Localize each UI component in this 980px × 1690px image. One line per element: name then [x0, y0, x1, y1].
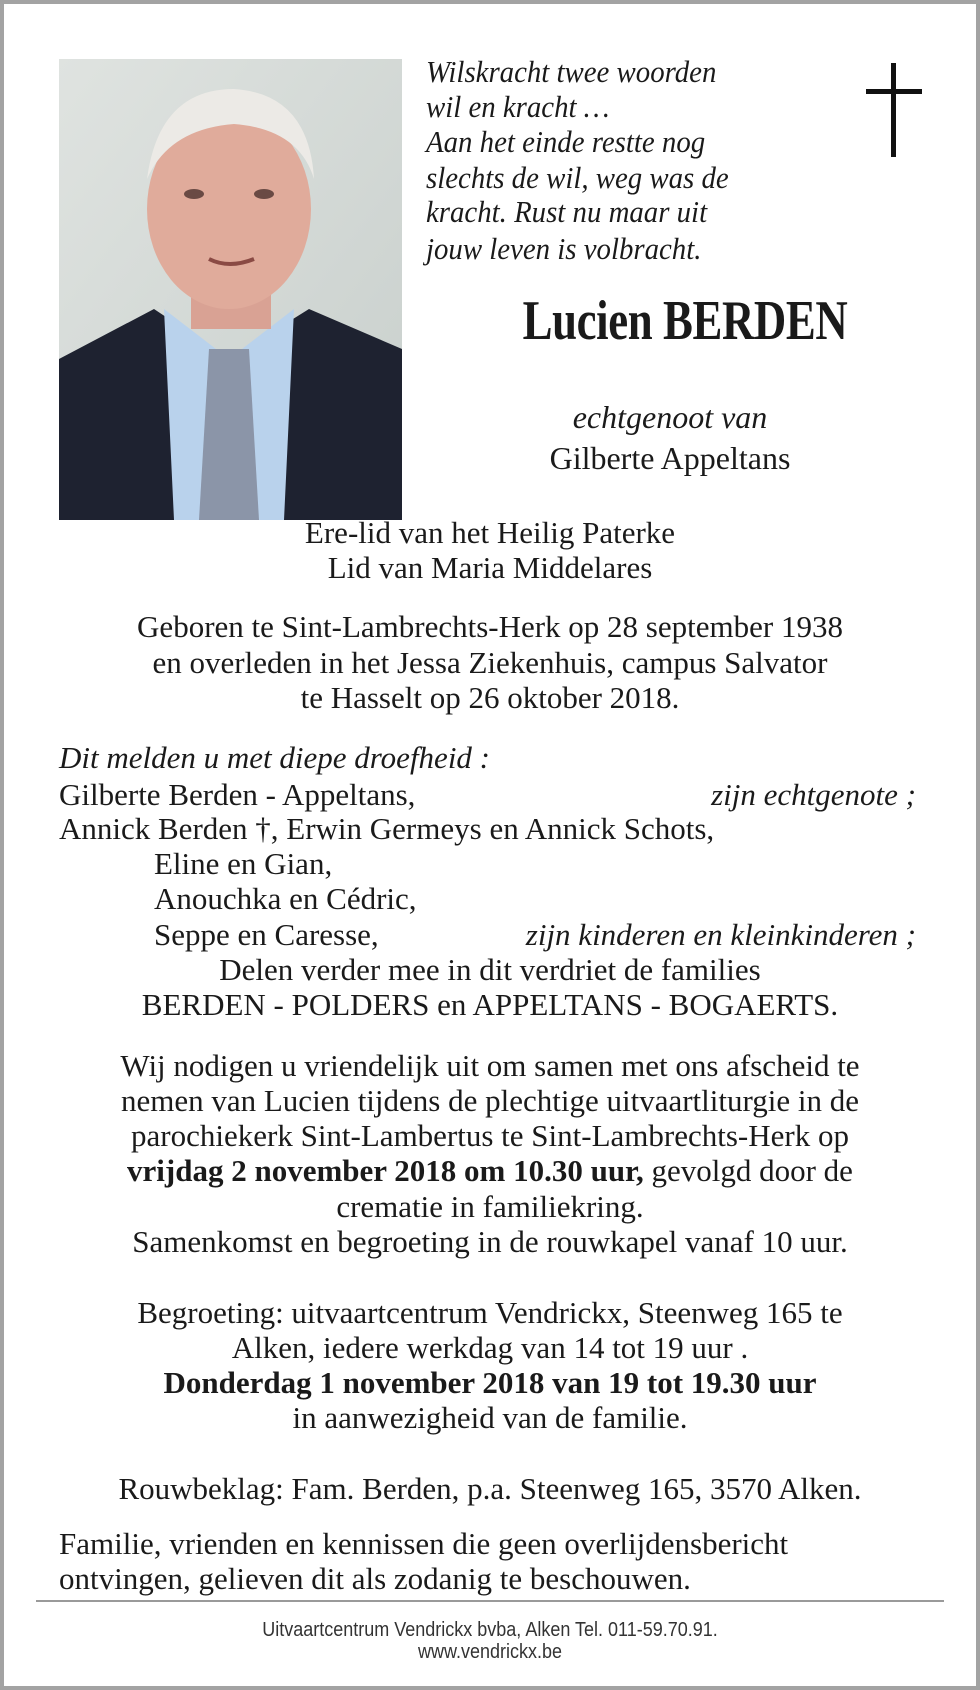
- poem-line: Wilskracht twee woorden: [426, 54, 717, 89]
- footer-divider: [36, 1600, 944, 1602]
- birth-death-line: te Hasselt op 26 oktober 2018.: [300, 680, 680, 715]
- invitation-line: nemen van Lucien tijdens de plechtige uitvaartliturgie in de: [120, 1083, 860, 1118]
- footer-company: Uitvaartcentrum Vendrickx bvba, Alken Tel. 011-59.70.91.: [262, 1619, 718, 1641]
- families-line: BERDEN - POLDERS en APPELTANS - BOGAERTS.: [141, 987, 839, 1022]
- family-intro: Dit melden u met diepe droefheid :: [59, 740, 491, 775]
- funeral-date-line: [0, 1153, 980, 1188]
- birth-death-line: Geboren te Sint-Lambrechts-Herk op 28 september 1938: [137, 609, 843, 644]
- poem-line: Aan het einde restte nog: [426, 124, 706, 159]
- spouse-name: Gilberte Appeltans: [549, 440, 791, 476]
- poem-line: slechts de wil, weg was de: [426, 160, 729, 195]
- birth-death-line: en overleden in het Jessa Ziekenhuis, campus Salvator: [152, 645, 828, 680]
- family-children: Annick Berden †, Erwin Germeys en Annick Schots,: [59, 811, 715, 846]
- footer-website[interactable]: www.vendrickx.be: [417, 1641, 563, 1663]
- poem-line: kracht. Rust nu maar uit: [426, 194, 708, 229]
- closing-line: Familie, vrienden en kennissen die geen overlijdensbericht: [59, 1526, 789, 1561]
- cross-icon: [866, 63, 922, 157]
- funeral-date-rest: gevolgd door de: [643, 1153, 853, 1188]
- invitation-line: Samenkomst en begroeting in de rouwkapel vanaf 10 uur.: [132, 1224, 848, 1259]
- family-grandchildren: Anouchka en Cédric,: [154, 881, 417, 916]
- poem-line: wil en kracht …: [426, 89, 610, 124]
- invitation-line: crematie in familiekring.: [336, 1189, 644, 1224]
- membership-line: Ere-lid van het Heilig Paterke: [304, 515, 676, 550]
- invitation-line: parochiekerk Sint-Lambertus te Sint-Lambrechts-Herk op: [131, 1118, 849, 1153]
- closing-line: ontvingen, gelieven dit als zodanig te beschouwen.: [59, 1561, 691, 1596]
- condolence-address: Rouwbeklag: Fam. Berden, p.a. Steenweg 165, 3570 Alken.: [118, 1471, 862, 1506]
- membership-line: Lid van Maria Middelares: [327, 550, 653, 585]
- family-spouse-role: zijn echtgenote ;: [711, 777, 916, 812]
- poem-line: jouw leven is volbracht.: [426, 231, 702, 266]
- family-children-role: zijn kinderen en kleinkinderen ;: [525, 917, 916, 952]
- visitation-line: in aanwezigheid van de familie.: [292, 1400, 688, 1435]
- families-line: Delen verder mee in dit verdriet de families: [219, 952, 761, 987]
- visitation-line: Begroeting: uitvaartcentrum Vendrickx, Steenweg 165 te: [137, 1295, 843, 1330]
- family-spouse: Gilberte Berden - Appeltans,: [59, 777, 416, 812]
- family-grandchildren: Eline en Gian,: [154, 846, 333, 881]
- relation-label: echtgenoot van: [572, 399, 768, 435]
- invitation-line: Wij nodigen u vriendelijk uit om samen met ons afscheid te: [120, 1048, 860, 1083]
- funeral-date: vrijdag 2 november 2018 om 10.30 uur,: [127, 1153, 644, 1188]
- portrait-photo: [59, 59, 402, 520]
- deceased-name: Lucien BERDEN: [522, 290, 848, 352]
- visitation-line: Alken, iedere werkdag van 14 tot 19 uur .: [231, 1330, 749, 1365]
- family-grandchildren: Seppe en Caresse,: [154, 917, 379, 952]
- visitation-date: Donderdag 1 november 2018 van 19 tot 19.30 uur: [163, 1365, 817, 1400]
